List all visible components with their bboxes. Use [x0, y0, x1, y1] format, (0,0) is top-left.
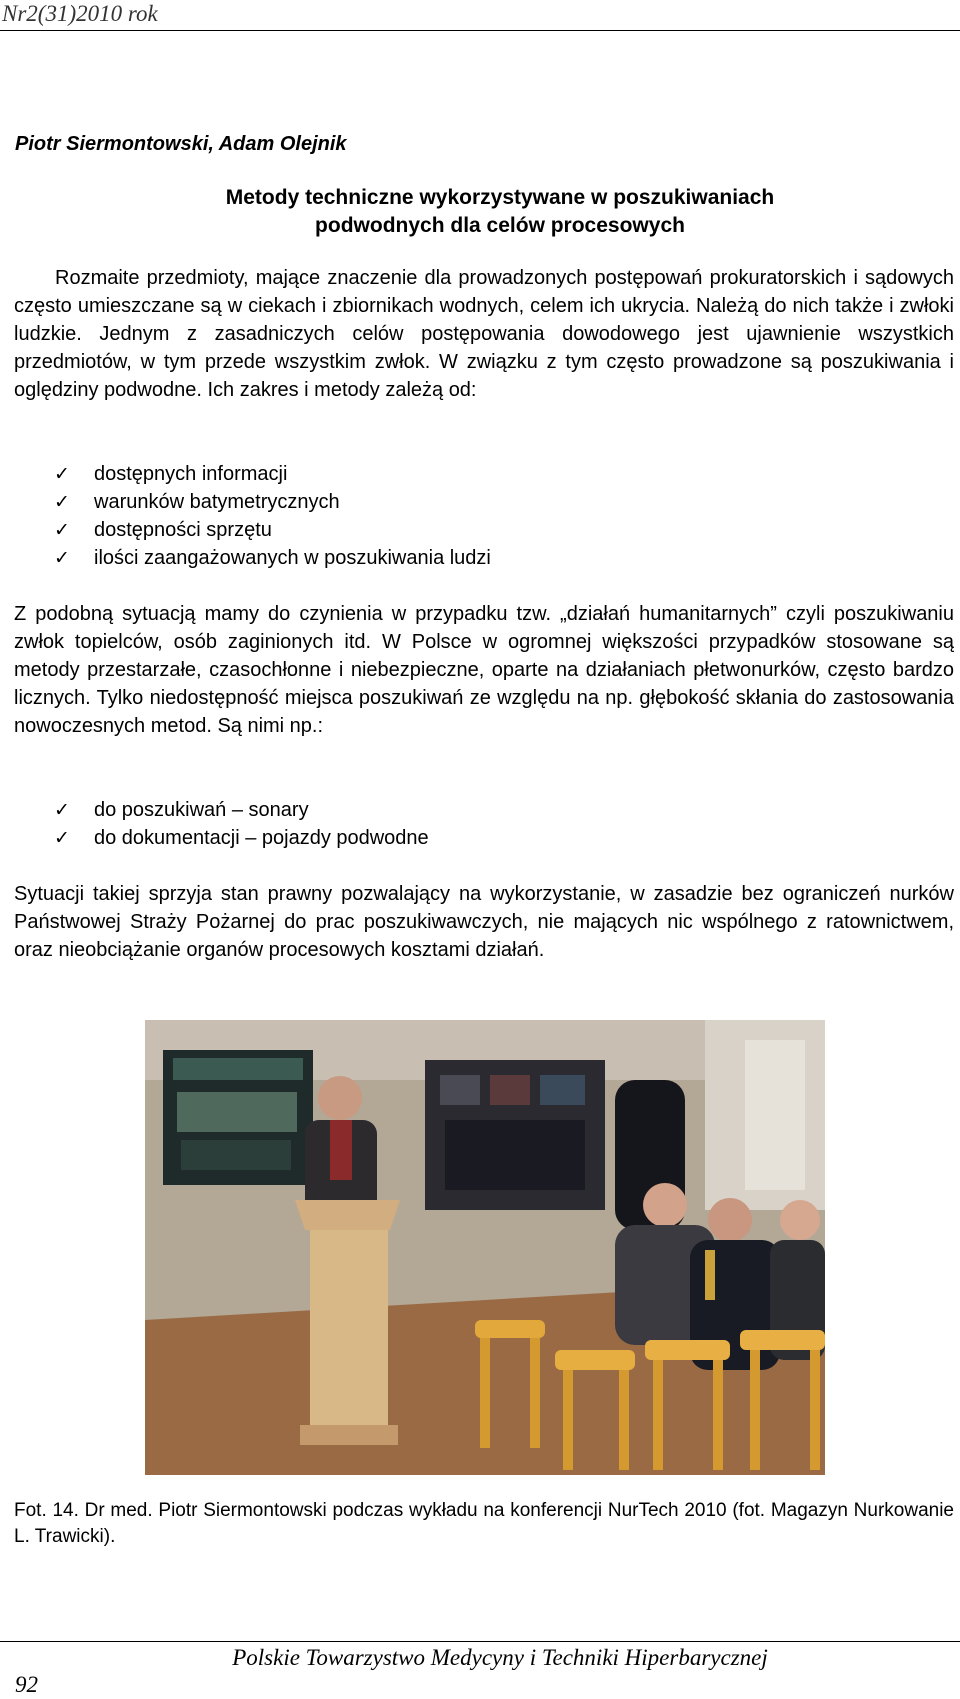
title-line-1: Metody techniczne wykorzystywane w poszukiwaniach — [225, 186, 775, 209]
factors-list — [54, 460, 491, 572]
conference-photo-illustration — [145, 1020, 825, 1475]
checkmark-icon: ✓ — [54, 827, 70, 849]
authors: Piotr Siermontowski, Adam Olejnik — [15, 133, 347, 155]
list-item: ✓ ilości zaangażowanych w poszukiwania ludzi — [54, 544, 491, 572]
legal-paragraph: Sytuacji takiej sprzyja stan prawny pozwalający na wykorzystanie, w zasadzie bez ograniczeń nurków Państwowej Straży Pożarnej do prac poszukiwawczych, nie mających nic wspólnego z ratownictwem, oraz nieobciążanie organów procesowych kosztami działań. — [14, 883, 954, 961]
list-item: ✓ warunków batymetrycznych — [54, 488, 491, 516]
title-line-2: podwodnych dla celów procesowych — [315, 214, 685, 237]
checkmark-icon: ✓ — [54, 463, 70, 485]
photo-caption: Fot. 14. Dr med. Piotr Siermontowski podczas wykładu na konferencji NurTech 2010 (fot. Magazyn Nurkowanie L. Trawicki). — [14, 1500, 954, 1547]
conference-photo — [145, 1020, 825, 1475]
list-item: ✓ do poszukiwań – sonary — [54, 796, 429, 824]
list-item: ✓ do dokumentacji – pojazdy podwodne — [54, 824, 429, 852]
checkmark-icon: ✓ — [54, 491, 70, 513]
article-title — [0, 184, 960, 240]
checkmark-icon: ✓ — [54, 799, 70, 821]
issue-label: Nr2(31)2010 rok — [2, 1, 158, 26]
checkmark-icon: ✓ — [54, 519, 70, 541]
intro-paragraph: Rozmaite przedmioty, mające znaczenie dla prowadzonych postępowań prokuratorskich i sądowych często umieszczane są w ciekach i zbiornikach wodnych, celem ich ukrycia. Należą do nich także i zwłoki ludzkie. Jednym z zasadniczych celów postępowania dowodowego jest ujawnienie wszystkich przedmiotów, w tym przede wszystkim zwłok. W związku z tym często prowadzone są poszukiwania i oględziny podwodne. Ich zakres i metody zależą od: — [14, 267, 954, 401]
publisher-footer: Polskie Towarzystwo Medycyny i Techniki Hiperbarycznej — [232, 1645, 768, 1670]
list-item: ✓ dostępnych informacji — [54, 460, 491, 488]
humanitarian-paragraph: Z podobną sytuacją mamy do czynienia w przypadku tzw. „działań humanitarnych” czyli poszukiwaniu zwłok topielców, osób zaginionych itd. W Polsce w ogromnej większości przypadków stosowane są metody przestarzałe, czasochłonne i niebezpieczne, oparte na działaniach płetwonurków, często bardzo licznych. Tylko niedostępność miejsca poszukiwań ze względu na np. głębokość skłania do zastosowania nowoczesnych metod. Są nimi np.: — [14, 603, 954, 737]
page-number: 92 — [15, 1672, 38, 1697]
checkmark-icon: ✓ — [54, 547, 70, 569]
footer-divider — [0, 1641, 960, 1642]
running-header — [0, 0, 960, 31]
methods-list — [54, 796, 429, 852]
list-item: ✓ dostępności sprzętu — [54, 516, 491, 544]
